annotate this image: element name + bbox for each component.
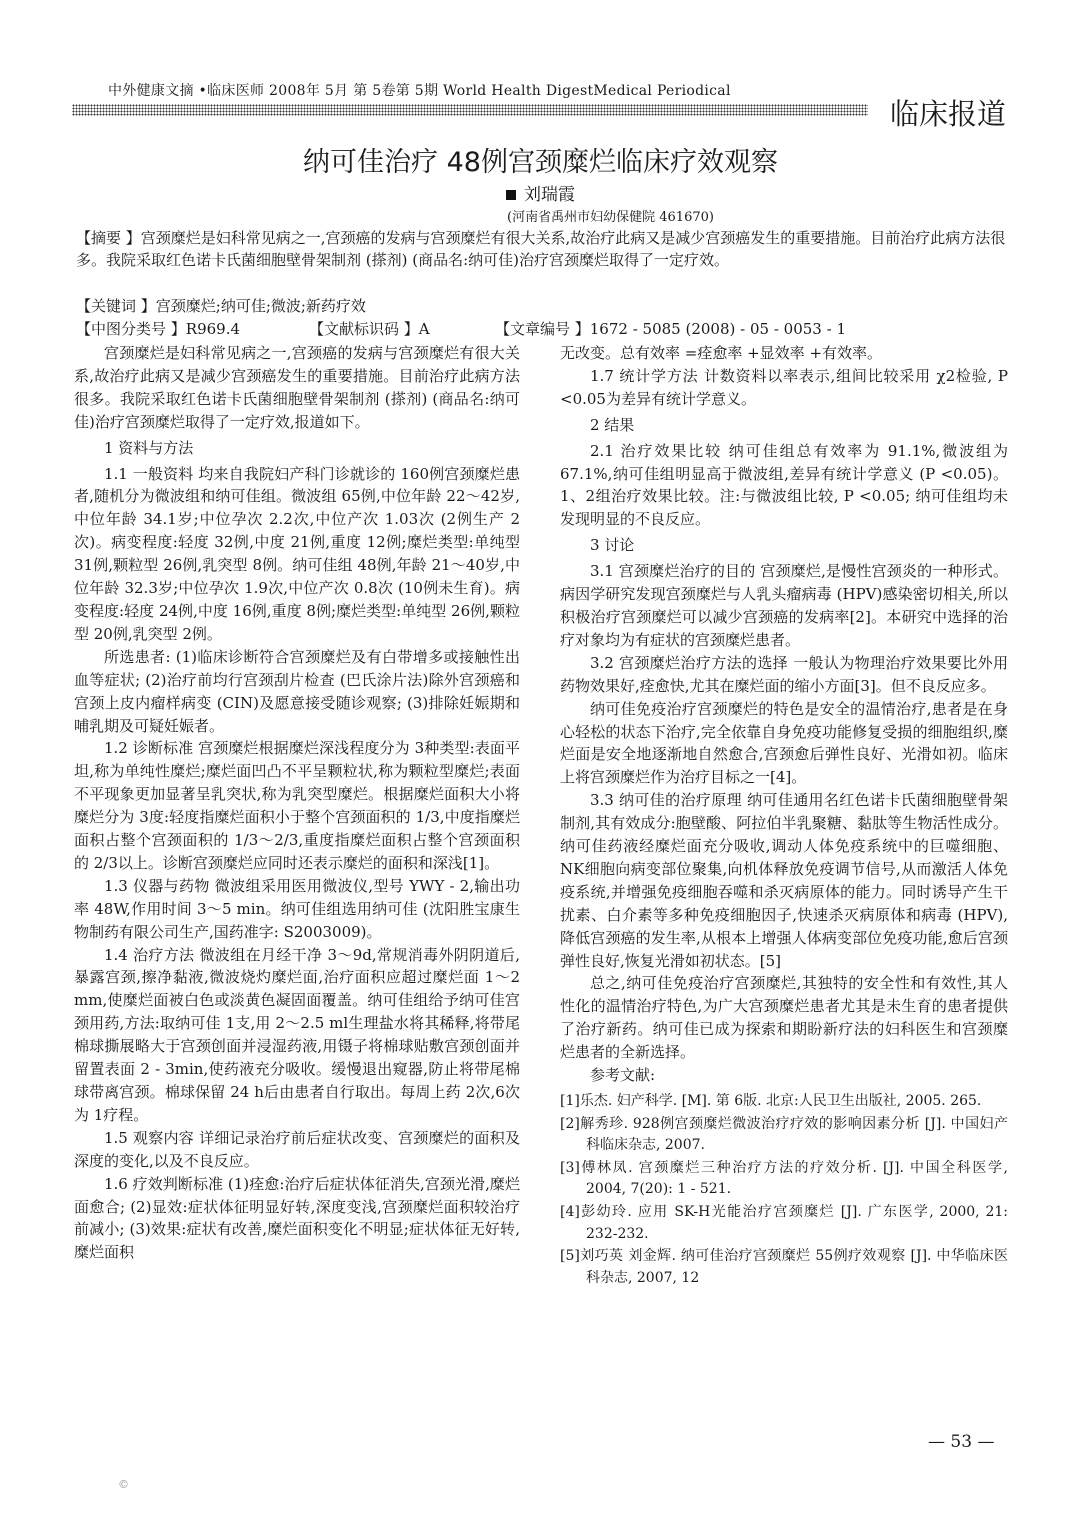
section-label: 临床报道 xyxy=(890,97,1007,131)
article-number: 【文章编号 】1672 - 5085 (2008) - 05 - 0053 - 1 xyxy=(495,320,846,338)
paragraph-statistics: 1.7 统计学方法 计数资料以率表示,组间比较采用 χ2检验, P <0.05为差异有统计学意义。 xyxy=(560,366,1008,408)
article-title: 纳可佳治疗 48例宫颈糜烂临床疗效观察 xyxy=(303,147,778,178)
affiliation: (河南省禹州市妇幼保健院 461670) xyxy=(507,210,714,225)
page-number: — 53 — xyxy=(928,1432,995,1452)
running-head: 中外健康文摘 •临床医师 2008年 5月 第 5卷第 5期 World Health DigestMedical Periodical xyxy=(108,83,731,99)
paragraph-selected-patients: 所选患者: (1)临床诊断符合宫颈糜烂及有白带增多或接触性出血等症状; (2)治疗前均行宫颈刮片检查 (巴氏涂片法)除外宫颈癌和宫颈上皮内瘤样病变 (CIN)及愿意接受随诊观察; (3)排除妊娠期和哺乳期及可疑妊娠者。 xyxy=(74,647,520,735)
clc-number: 【中图分类号 】R969.4 xyxy=(76,320,241,338)
paragraph-efficacy-continued: 无改变。总有效率 =痊愈率 +显效率 +有效率。 xyxy=(560,344,883,362)
copyright-mark: © xyxy=(118,1478,129,1491)
author-name: 刘瑞霞 xyxy=(524,185,575,205)
paragraph-conclusion: 总之,纳可佳免疫治疗宫颈糜烂,其独特的安全性和有效性,其人性化的温情治疗特色,为广大宫颈糜烂患者尤其是未生育的患者提供了治疗新药。纳可佳已成为探索和期盼新疗法的妇科医生和宫颈糜烂患者的全新选择。 xyxy=(560,974,1008,1062)
header-dotted-rule xyxy=(72,104,868,116)
paragraph-diagnosis: 1.2 诊断标准 宫颈糜烂根据糜烂深浅程度分为 3种类型:表面平坦,称为单纯性糜烂;糜烂面凹凸不平呈颗粒状,称为颗粒型糜烂;表面不平现象更加显著呈乳突状,称为乳突型糜烂。根据糜烂面积大小将糜烂分为 3度:轻度指糜烂面积小于整个宫颈面积的 1/3,中度指糜烂面积占整个宫颈面积的 1/3～2/3,重度指糜烂面积占整个宫颈面积的 2/3以上。诊断宫颈糜烂应同时还表示糜烂的面积和深浅[1]。 xyxy=(74,739,520,872)
paragraph-discussion-method: 3.2 宫颈糜烂治疗方法的选择 一般认为物理治疗效果要比外用药物效果好,痊愈快,尤其在糜烂面的缩小方面[3]。但不良反应多。 xyxy=(560,653,1008,695)
author-line xyxy=(0,180,1081,205)
reference-item: [1]乐杰. 妇产科学. [M]. 第 6版. 北京:人民卫生出版社, 2005. 265. xyxy=(560,1093,982,1109)
right-column xyxy=(560,342,1008,1290)
paragraph-discussion-features: 纳可佳免疫治疗宫颈糜烂的特色是安全的温情治疗,患者是在身心轻松的状态下治疗,完全依靠自身免疫功能修复受损的细胞组织,糜烂面是安全地逐渐地自然愈合,宫颈愈后弹性良好、光滑如初。临床上将宫颈糜烂作为治疗目标之一[4]。 xyxy=(560,699,1008,787)
reference-item: [2]解秀珍. 928例宫颈糜烂微波治疗疗效的影响因素分析 [J]. 中国妇产科临床杂志, 2007. xyxy=(560,1115,1008,1154)
classification-line xyxy=(76,318,1008,340)
reference-item: [4]彭幼玲. 应用 SK-H光能治疗宫颈糜烂 [J]. 广东医学, 2000, 21: 232-232. xyxy=(560,1203,1008,1242)
intro-paragraph: 宫颈糜烂是妇科常见病之一,宫颈癌的发病与宫颈糜烂有很大关系,故治疗此病又是减少宫颈癌发生的重要措施。目前治疗此病方法很多。我院采取红色诺卡氏菌细胞壁骨架制剂 (搽剂) (商品名:纳可佳)治疗宫颈糜烂取得了一定疗效,报道如下。 xyxy=(74,344,520,431)
reference-list xyxy=(560,1091,1008,1289)
paragraph-general-data: 1.1 一般资料 均来自我院妇产科门诊就诊的 160例宫颈糜烂患者,随机分为微波组和纳可佳组。微波组 65例,中位年龄 22～42岁,中位年龄 34.1岁;中位孕次 2.2次,中位产次 1.03次 (2例生产 2次)。病变程度:轻度 32例,中度 21例,重度 12例;糜烂类型:单纯型 31例,颗粒型 26例,乳突型 8例。纳可佳组 48例,年龄 21～40岁,中位年龄 32.3岁;中位孕次 1.9次,中位产次 0.8次 (10例未生育)。病变程度:轻度 24例,中度 16例,重度 8例;糜烂类型:单纯型 26例,颗粒型 20例,乳突型 2例。 xyxy=(74,464,520,643)
keywords: 【关键词 】宫颈糜烂;纳可佳;微波;新药疗效 xyxy=(76,297,366,315)
abstract: 【摘要 】宫颈糜烂是妇科常见病之一,宫颈癌的发病与宫颈糜烂有很大关系,故治疗此病又是减少宫颈癌发生的重要措施。目前治疗此病方法很多。我院采取红色诺卡氏菌细胞壁骨架制剂 (搽剂) (商品名:纳可佳)治疗宫颈糜烂取得了一定疗效。 xyxy=(76,229,1006,269)
references-heading: 参考文献: xyxy=(590,1066,656,1085)
left-column xyxy=(74,342,520,1264)
section-heading-methods: 1 资料与方法 xyxy=(104,438,194,457)
square-bullet-icon xyxy=(506,190,516,200)
paragraph-instruments: 1.3 仪器与药物 微波组采用医用微波仪,型号 YWY - 2,输出功率 48W,作用时间 3～5 min。纳可佳组选用纳可佳 (沈阳胜宝康生物制药有限公司生产,国药准字: S2003009)。 xyxy=(74,876,520,941)
paragraph-discussion-purpose: 3.1 宫颈糜烂治疗的目的 宫颈糜烂,是慢性宫颈炎的一种形式。病因学研究发现宫颈糜烂与人乳头瘤病毒 (HPV)感染密切相关,所以积极治疗宫颈糜烂可以减少宫颈癌的发病率[2]。本研究中选择的治疗对象均为有症状的宫颈糜烂患者。 xyxy=(560,562,1008,649)
section-heading-discussion: 3 讨论 xyxy=(590,536,635,555)
paragraph-treatment: 1.4 治疗方法 微波组在月经干净 3～9d,常规消毒外阴阴道后,暴露宫颈,擦净黏液,微波烧灼糜烂面,治疗面积应超过糜烂面 1～2 mm,使糜烂面被白色或淡黄色凝固面覆盖。纳可佳组给予纳可佳宫颈用药,方法:取纳可佳 1支,用 2～2.5 ml生理盐水将其稀释,将带尾棉球撕展略大于宫颈创面并浸湿药液,用镊子将棉球贴敷宫颈创面并留置表面 2 - 3min,使药液充分吸收。缓慢退出窥器,防止将带尾棉球带离宫颈。棉球保留 24 h后由患者自行取出。每周上药 2次,6次为 1疗程。 xyxy=(74,945,520,1124)
reference-item: [3]傅林凤. 宫颈糜烂三种治疗方法的疗效分析. [J]. 中国全科医学, 2004, 7(20): 1 - 521. xyxy=(560,1159,1008,1198)
paragraph-observation: 1.5 观察内容 详细记录治疗前后症状改变、宫颈糜烂的面积及深度的变化,以及不良反应。 xyxy=(74,1128,520,1170)
paragraph-efficacy-criteria: 1.6 疗效判断标准 (1)痊愈:治疗后症状体征消失,宫颈光滑,糜烂面愈合; (2)显效:症状体征明显好转,深度变浅,宫颈糜烂面积较治疗前减小; (3)效果:症状有改善,糜烂面积变化不明显;症状体征无好转,糜烂面积 xyxy=(74,1174,520,1262)
reference-item: [5]刘巧英 刘金辉. 纳可佳治疗宫颈糜烂 55例疗效观察 [J]. 中华临床医科杂志, 2007, 12 xyxy=(560,1248,1008,1286)
paragraph-discussion-principle: 3.3 纳可佳的治疗原理 纳可佳通用名红色诺卡氏菌细胞壁骨架制剂,其有效成分:胞壁酸、阿拉伯半乳聚糖、黏肽等生物活性成分。纳可佳药液经糜烂面充分吸收,调动人体免疫系统中的巨噬细胞、NK细胞向病变部位聚集,向机体释放免疫调节信号,从而激活人体免疫系统,并增强免疫细胞吞噬和杀灭病原体的能力。同时诱导产生干扰素、白介素等多种免疫细胞因子,快速杀灭病原体和病毒 (HPV),降低宫颈癌的发生率,从根本上增强人体病变部位免疫功能,愈后宫颈弹性良好,恢复光滑如初状态。[5] xyxy=(560,791,1008,970)
section-heading-results: 2 结果 xyxy=(590,415,635,434)
paragraph-results: 2.1 治疗效果比较 纳可佳组总有效率为 91.1%,微波组为 67.1%,纳可佳组明显高于微波组,差异有统计学意义 (P <0.05)。1、2组治疗效果比较。注:与微波组比较, P <0.05; 纳可佳组均未发现明显的不良反应。 xyxy=(560,441,1008,529)
document-code: 【文献标识码 】A xyxy=(309,320,430,338)
